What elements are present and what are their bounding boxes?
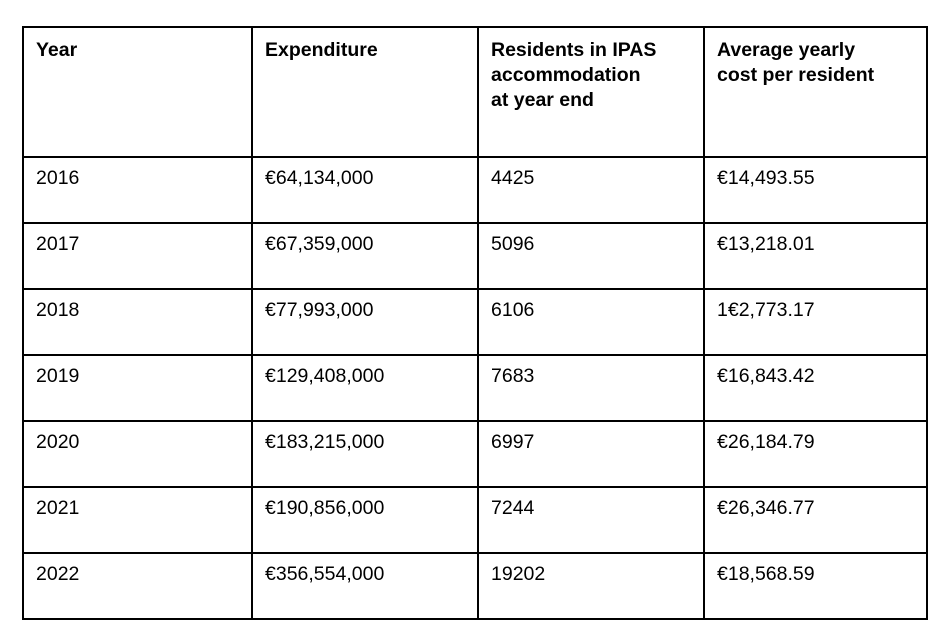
- cell-residents: 19202: [478, 553, 704, 619]
- cell-year: 2022: [23, 553, 252, 619]
- cell-expenditure: €129,408,000: [252, 355, 478, 421]
- column-header-average-cost: [704, 27, 927, 157]
- table-row: [23, 553, 927, 619]
- table-row: [23, 223, 927, 289]
- table-row: [23, 421, 927, 487]
- table-row: [23, 355, 927, 421]
- table-row: [23, 157, 927, 223]
- cell-expenditure: €64,134,000: [252, 157, 478, 223]
- cell-year: 2016: [23, 157, 252, 223]
- cell-residents: 6997: [478, 421, 704, 487]
- cell-residents: 4425: [478, 157, 704, 223]
- table-container: [22, 26, 926, 620]
- table-header-row: [23, 27, 927, 157]
- cell-year: 2020: [23, 421, 252, 487]
- cell-residents: 7244: [478, 487, 704, 553]
- column-header-year-line-1: Year: [36, 39, 78, 61]
- table-header: [23, 27, 927, 157]
- cell-average-cost: €13,218.01: [704, 223, 927, 289]
- cell-average-cost: €18,568.59: [704, 553, 927, 619]
- column-header-residents-line-1: Residents in IPAS: [491, 39, 657, 61]
- column-header-residents-line-3: at year end: [491, 88, 594, 111]
- table-row: [23, 487, 927, 553]
- cell-expenditure: €190,856,000: [252, 487, 478, 553]
- cell-year: 2019: [23, 355, 252, 421]
- column-header-expenditure-line-1: Expenditure: [265, 39, 378, 61]
- column-header-average-cost-line-2: cost per resident: [717, 63, 875, 86]
- cell-average-cost: €26,184.79: [704, 421, 927, 487]
- cell-residents: 5096: [478, 223, 704, 289]
- cell-year: 2021: [23, 487, 252, 553]
- column-header-year: [23, 27, 252, 157]
- cell-expenditure: €183,215,000: [252, 421, 478, 487]
- table-body: [23, 157, 927, 619]
- column-header-residents: [478, 27, 704, 157]
- cell-year: 2018: [23, 289, 252, 355]
- table-row: [23, 289, 927, 355]
- cell-average-cost: €16,843.42: [704, 355, 927, 421]
- cell-residents: 6106: [478, 289, 704, 355]
- cell-expenditure: €77,993,000: [252, 289, 478, 355]
- cell-expenditure: €356,554,000: [252, 553, 478, 619]
- column-header-residents-line-2: accommodation: [491, 63, 641, 86]
- cell-average-cost: 1€2,773.17: [704, 289, 927, 355]
- cell-average-cost: €14,493.55: [704, 157, 927, 223]
- column-header-expenditure: [252, 27, 478, 157]
- cell-expenditure: €67,359,000: [252, 223, 478, 289]
- ipas-expenditure-table: [22, 26, 928, 620]
- column-header-average-cost-line-1: Average yearly: [717, 39, 856, 61]
- cell-year: 2017: [23, 223, 252, 289]
- cell-residents: 7683: [478, 355, 704, 421]
- cell-average-cost: €26,346.77: [704, 487, 927, 553]
